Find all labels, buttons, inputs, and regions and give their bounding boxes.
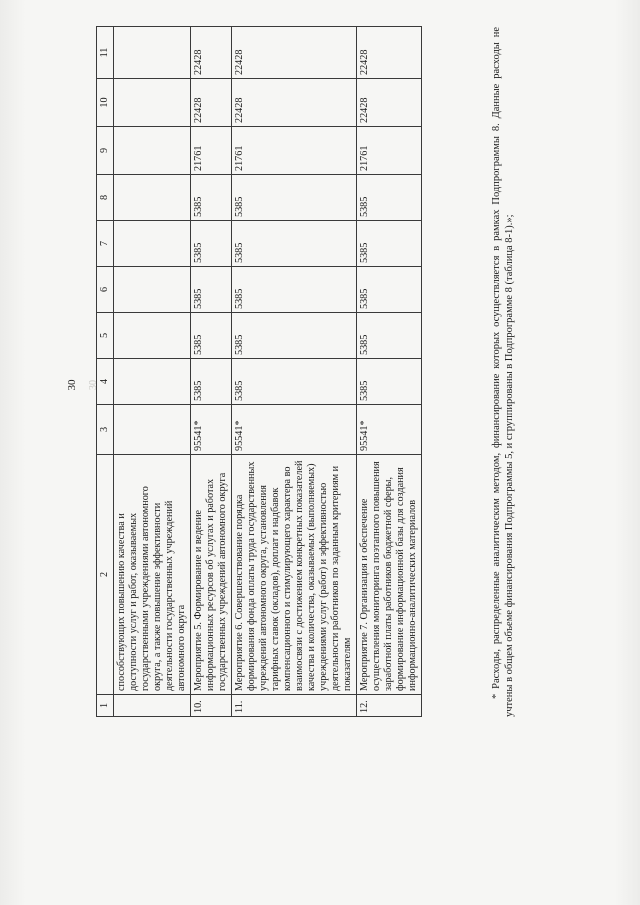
value-cell: 5385	[357, 267, 422, 313]
value-cell: 5385	[357, 175, 422, 221]
row-number: 10.	[191, 695, 232, 717]
value-cell: 22428	[232, 27, 357, 79]
value-cell	[114, 127, 191, 175]
header-cell: 3	[97, 405, 114, 455]
row-description: Мероприятие 5. Формирование и ведение информационных ресурсов об услугах и работах государственных учреждений автономного округа	[191, 455, 232, 695]
header-cell: 11	[97, 27, 114, 79]
table-row	[191, 27, 232, 717]
header-cell: 9	[97, 127, 114, 175]
value-cell: 5385	[191, 267, 232, 313]
value-cell: 22428	[232, 79, 357, 127]
row-description: способствующих повышению качества и доступности услуг и работ, оказываемых государственными учреждениями автономного округа, а также повышение эффективности деятельности государственных учреждений автономного округа	[114, 455, 191, 695]
table-row	[114, 27, 191, 717]
value-cell: 5385	[191, 313, 232, 359]
bleed-through-page-number: 30	[88, 380, 99, 390]
row-number: 12.	[357, 695, 422, 717]
header-cell: 10	[97, 79, 114, 127]
header-cell: 4	[97, 359, 114, 405]
value-cell: 22428	[191, 27, 232, 79]
value-cell: 5385	[232, 359, 357, 405]
header-cell: 2	[97, 455, 114, 695]
table-row	[357, 27, 422, 717]
value-cell: 5385	[232, 313, 357, 359]
value-cell	[114, 27, 191, 79]
value-cell: 21761	[232, 127, 357, 175]
header-cell: 8	[97, 175, 114, 221]
value-cell: 22428	[357, 79, 422, 127]
value-cell	[114, 79, 191, 127]
value-cell: 95541*	[191, 405, 232, 455]
header-cell: 6	[97, 267, 114, 313]
header-cell: 5	[97, 313, 114, 359]
header-cell: 7	[97, 221, 114, 267]
value-cell: 21761	[191, 127, 232, 175]
value-cell: 5385	[232, 267, 357, 313]
value-cell	[114, 405, 191, 455]
value-cell: 5385	[357, 359, 422, 405]
rotated-sheet	[60, 15, 580, 755]
value-cell: 22428	[357, 27, 422, 79]
value-cell	[114, 267, 191, 313]
value-cell	[114, 359, 191, 405]
value-cell: 95541*	[357, 405, 422, 455]
footnote: * Расходы, распределенные аналитическим методом, финансирование которых осуществляется в рамках Подпрограммы 8. Данные расходы не учтены в общем объеме финансирования Подпрограммы 5, и сгруппированы в Подпрограмме 8 (таблица 8-1).»;	[491, 27, 515, 717]
row-description: Мероприятие 6. Совершенствование порядка формирования фонда оплаты труда государственных учреждений автономного округа, установления тарифных ставок (окладов), доплат и надбавок компенсационного и стимулирующего характера во взаимосвязи с достижением конкретных показателей качества и количества, оказываемых (выполняемых) учреждениями услуг (работ) и эффективностью деятельности работников по заданным критериям и показателям	[232, 455, 357, 695]
value-cell: 21761	[357, 127, 422, 175]
value-cell	[114, 221, 191, 267]
value-cell: 95541*	[232, 405, 357, 455]
value-cell: 5385	[191, 359, 232, 405]
value-cell: 5385	[191, 175, 232, 221]
value-cell: 5385	[357, 221, 422, 267]
value-cell	[114, 175, 191, 221]
page-number: 30	[66, 379, 78, 391]
row-number: 11.	[232, 695, 357, 717]
row-number	[114, 695, 191, 717]
value-cell: 5385	[191, 221, 232, 267]
value-cell: 5385	[232, 175, 357, 221]
value-cell: 5385	[232, 221, 357, 267]
value-cell: 5385	[357, 313, 422, 359]
financing-table	[96, 26, 422, 717]
value-cell: 22428	[191, 79, 232, 127]
row-description: Мероприятие 7. Организация и обеспечение осуществления мониторинга поэтапного повышения заработной платы работников бюджетной сферы, формирование информационной базы для создания информационно-аналитических материалов	[357, 455, 422, 695]
table-row	[232, 27, 357, 717]
header-row	[97, 27, 114, 717]
value-cell	[114, 313, 191, 359]
header-cell: 1	[97, 695, 114, 717]
